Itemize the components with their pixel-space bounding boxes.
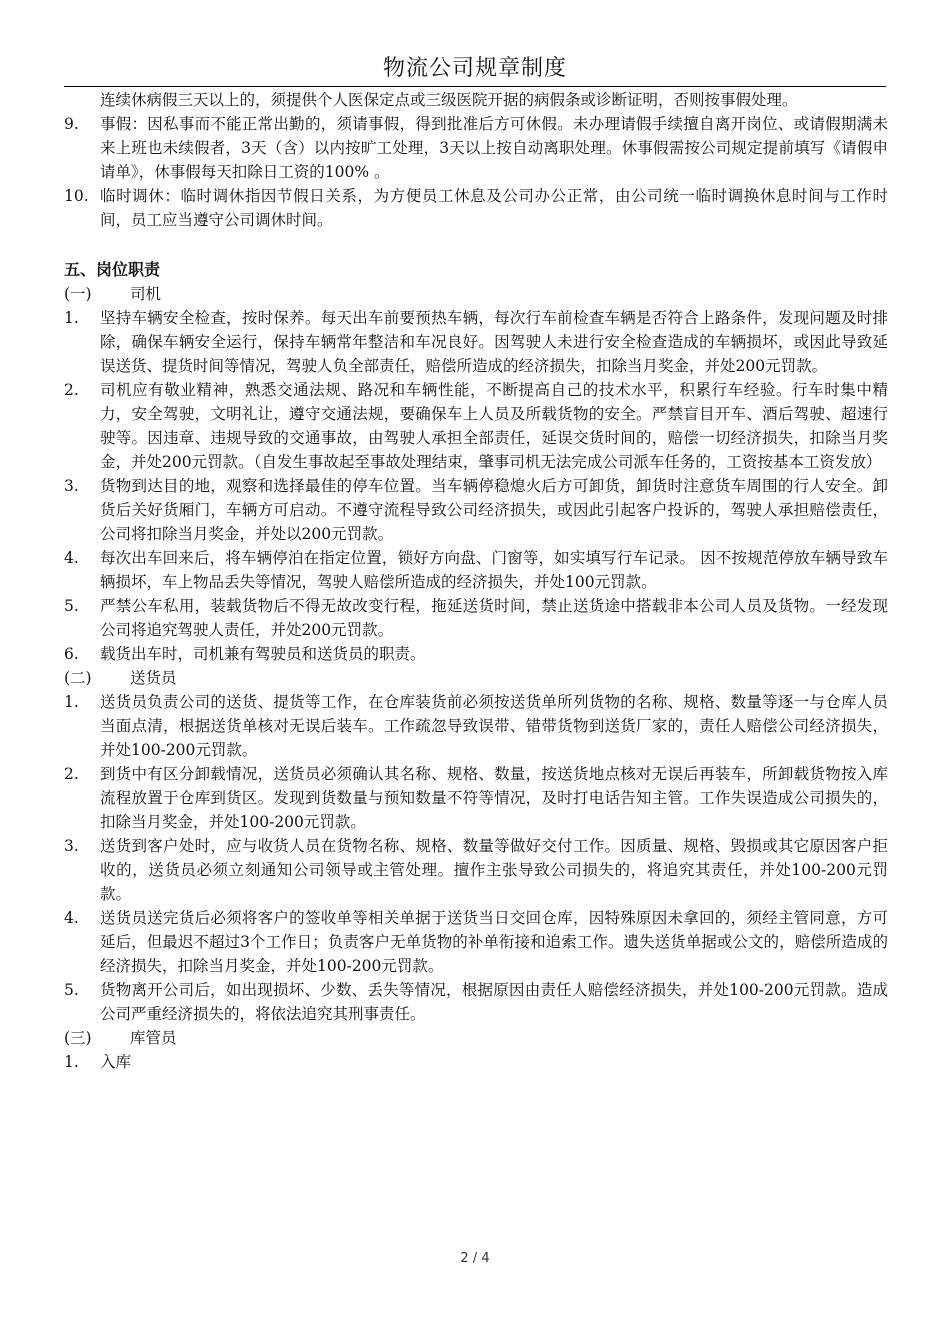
list-item <box>64 690 888 762</box>
list-item-text: 入库 <box>100 1053 132 1071</box>
list-item-text: 送货员送完货后必须将客户的签收单等相关单据于送货当日交回仓库，因特殊原因未拿回的，须经主管同意，方可延后，但最迟不超过3个工作日；负责客户无单货物的补单衔接和追索工作。遗失送货单据或公文的，赔偿所造成的经济损失，扣除当月奖金，并处100-200元罚款。 <box>100 909 888 975</box>
list-item-text: 严禁公车私用，装载货物后不得无故改变行程，拖延送货时间，禁止送货途中搭载非本公司人员及货物。一经发现公司将追究驾驶人责任，并处200元罚款。 <box>100 597 888 639</box>
list-item <box>64 112 888 184</box>
list-item <box>64 642 888 666</box>
list-item <box>64 978 888 1026</box>
list-item-number: 4. <box>64 909 79 927</box>
list-item-text: 货物离开公司后，如出现损坏、少数、丢失等情况，根据原因由责任人赔偿经济损失，并处100-200元罚款。造成公司严重经济损失的，将依法追究其刑事责任。 <box>100 981 888 1023</box>
list-item-text: 到货中有区分卸载情况，送货员必须确认其名称、规格、数量，按送货地点核对无误后再装车，所卸载货物按入库流程放置于仓库到货区。发现到货数量与预知数量不符等情况，及时打电话告知主管。工作失误造成公司损失的，扣除当月奖金，并处100-200元罚款。 <box>100 765 888 831</box>
list-item-number: 5. <box>64 981 79 999</box>
section-heading: 五、岗位职责 <box>64 260 161 279</box>
subsection-number: (一) <box>64 285 92 303</box>
continued-paragraph: 连续休病假三天以上的，须提供个人医保定点或三级医院开据的病假条或诊断证明，否则按事假处理。 <box>100 91 798 109</box>
list-item-number: 2. <box>64 381 79 399</box>
list-item-text: 事假：因私事而不能正常出勤的，须请事假，得到批准后方可休假。未办理请假手续擅自离开岗位、或请假期满未来上班也未续假者，3天（含）以内按旷工处理，3天以上按自动离职处理。休事假需按公司规定提前填写《请假申请单》，休事假每天扣除日工资的100% 。 <box>100 115 888 181</box>
list-item-text: 载货出车时，司机兼有驾驶员和送货员的职责。 <box>100 645 426 663</box>
list-item-text: 坚持车辆安全检查，按时保养。每天出车前要预热车辆，每次行车前检查车辆是否符合上路条件，发现问题及时排除，确保车辆安全运行，保持车辆常年整洁和车况良好。因驾驶人未进行安全检查造成的车辆损坏，或因此导致延误送货、提货时间等情况，驾驶人负全部责任，赔偿所造成的经济损失，扣除当月奖金，并处200元罚款。 <box>100 309 888 375</box>
list-item-text: 送货员负责公司的送货、提货等工作，在仓库装货前必须按送货单所列货物的名称、规格、数量等逐一与仓库人员当面点清，根据送货单核对无误后装车。工作疏忽导致误带、错带货物到送货厂家的，责任人赔偿公司经济损失，并处100-200元罚款。 <box>100 693 888 759</box>
list-item-number: 4. <box>64 549 79 567</box>
list-item-number: 1. <box>64 309 79 327</box>
document-body <box>64 88 888 1074</box>
list-item-text: 货物到达目的地，观察和选择最佳的停车位置。当车辆停稳熄火后方可卸货，卸货时注意货车周围的行人安全。卸货后关好货厢门，车辆方可启动。不遵守流程导致公司经济损失，或因此引起客户投诉的，驾驶人承担赔偿责任，公司将扣除当月奖金，并处以200元罚款。 <box>100 477 888 543</box>
list-item <box>64 378 888 474</box>
subsection-title: 库管员 <box>130 1029 177 1047</box>
list-item-number: 1. <box>64 693 79 711</box>
list-item-number: 3. <box>64 477 79 495</box>
list-item <box>64 594 888 642</box>
header-divider <box>64 86 886 87</box>
list-item <box>64 306 888 378</box>
subsection-title: 送货员 <box>130 669 177 687</box>
list-item-number: 10. <box>64 187 89 205</box>
list-item <box>64 834 888 906</box>
list-item-number: 3. <box>64 837 79 855</box>
list-item-number: 5. <box>64 597 79 615</box>
list-item <box>64 762 888 834</box>
list-item-number: 1. <box>64 1053 79 1071</box>
list-item-text: 每次出车回来后，将车辆停泊在指定位置，锁好方向盘、门窗等，如实填写行车记录。 因不按规范停放车辆导致车辆损坏，车上物品丢失等情况，驾驶人赔偿所造成的经济损失，并处100元罚款。 <box>100 549 888 591</box>
subsection-number: (二) <box>64 669 92 687</box>
list-item-number: 2. <box>64 765 79 783</box>
list-item <box>64 1050 888 1074</box>
list-item <box>64 474 888 546</box>
subsection-heading-warehouse <box>64 1026 888 1050</box>
subsection-title: 司机 <box>130 285 162 303</box>
list-item <box>64 906 888 978</box>
list-item-number: 6. <box>64 645 79 663</box>
page-number: 2 / 4 <box>460 1251 490 1266</box>
list-item-number: 9. <box>64 115 79 133</box>
list-item-text: 司机应有敬业精神，熟悉交通法规、路况和车辆性能，不断提高自己的技术水平，积累行车经验。行车时集中精力，安全驾驶，文明礼让，遵守交通法规，要确保车上人员及所载货物的安全。严禁盲目开车、酒后驾驶、超速行驶等。因违章、违规导致的交通事故，由驾驶人承担全部责任，延误交货时间的，赔偿一切经济损失，扣除当月奖金，并处200元罚款。（自发生事故起至事故处理结束，肇事司机无法完成公司派车任务的，工资按基本工资发放） <box>100 381 888 471</box>
subsection-heading-driver <box>64 282 888 306</box>
page-header-title: 物流公司规章制度 <box>382 56 567 81</box>
subsection-heading-courier <box>64 666 888 690</box>
list-item <box>64 546 888 594</box>
list-item-text: 送货到客户处时，应与收货人员在货物名称、规格、数量等做好交付工作。因质量、规格、毁损或其它原因客户拒收的，送货员必须立刻通知公司领导或主管处理。擅作主张导致公司损失的，将追究其责任，并处100-200元罚款。 <box>100 837 888 903</box>
list-item-text: 临时调休：临时调休指因节假日关系，为方便员工休息及公司办公正常，由公司统一临时调换休息时间与工作时间，员工应当遵守公司调休时间。 <box>100 187 888 229</box>
subsection-number: (三) <box>64 1029 92 1047</box>
list-item <box>64 184 888 232</box>
